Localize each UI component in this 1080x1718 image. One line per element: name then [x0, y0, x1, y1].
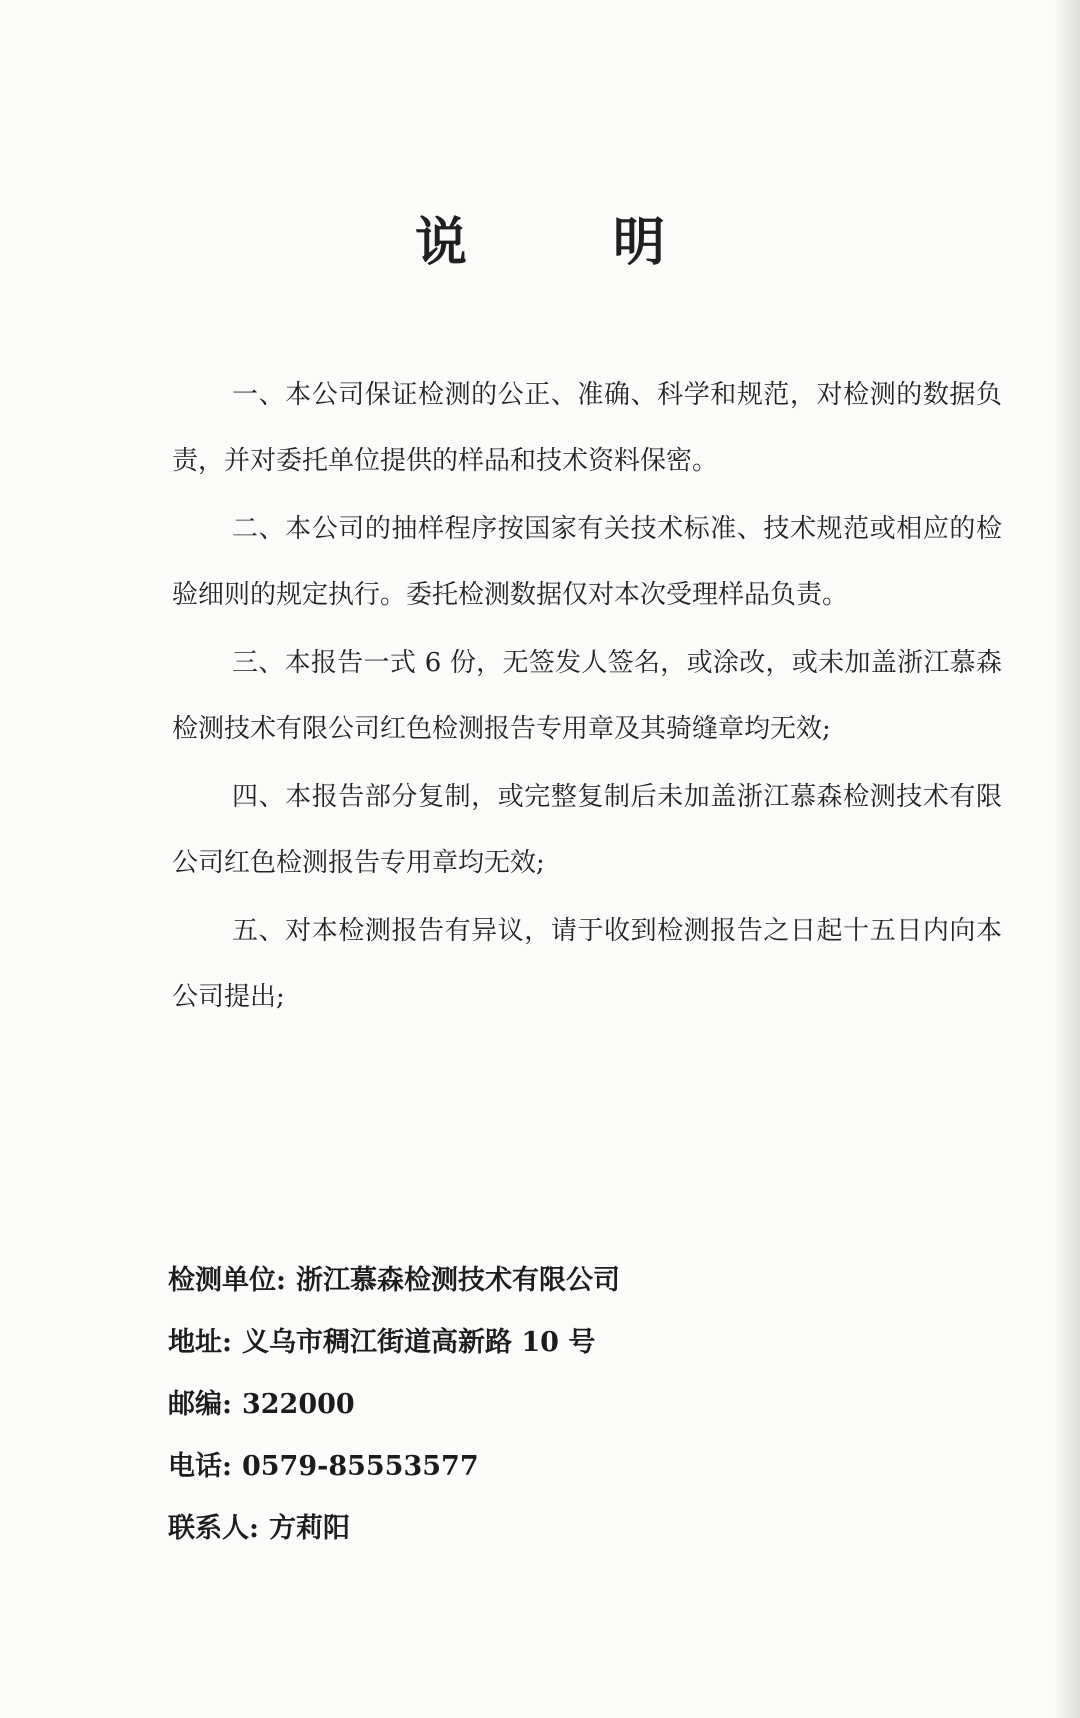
statement-paragraph-2: 二、本公司的抽样程序按国家有关技术标准、技术规范或相应的检验细则的规定执行。委托检测数据仅对本次受理样品负责。: [172, 514, 1002, 610]
contact-address-label: 地址:: [168, 1327, 232, 1358]
contact-postcode: [168, 1374, 948, 1436]
contact-phone: [168, 1436, 948, 1498]
contact-postcode-value: 322000: [241, 1389, 355, 1420]
statement-paragraph-1: 一、本公司保证检测的公正、准确、科学和规范，对检测的数据负责，并对委托单位提供的样品和技术资料保密。: [172, 380, 1002, 476]
statement-list: [172, 362, 1002, 1032]
contact-postcode-label: 邮编:: [168, 1389, 232, 1420]
contact-block: [168, 1250, 948, 1560]
contact-person-value: 方莉阳: [268, 1513, 350, 1544]
contact-address-value: 义乌市稠江街道高新路 10 号: [241, 1327, 596, 1358]
contact-address: [168, 1312, 948, 1374]
contact-unit-value: 浙江慕森检测技术有限公司: [295, 1265, 620, 1296]
contact-phone-value: 0579-85553577: [241, 1451, 479, 1482]
contact-person: [168, 1498, 948, 1560]
contact-unit-label: 检测单位:: [168, 1265, 286, 1296]
contact-phone-label: 电话:: [168, 1451, 232, 1482]
statement-paragraph-3: 三、本报告一式 6 份，无签发人签名，或涂改，或未加盖浙江慕森检测技术有限公司红色检测报告专用章及其骑缝章均无效;: [172, 648, 1002, 744]
statement-paragraph-4: 四、本报告部分复制，或完整复制后未加盖浙江慕森检测技术有限公司红色检测报告专用章均无效;: [172, 782, 1002, 878]
document-title: 说 明: [414, 212, 730, 273]
contact-person-label: 联系人:: [168, 1513, 259, 1544]
contact-unit: [168, 1250, 948, 1312]
statement-paragraph-5: 五、对本检测报告有异议，请于收到检测报告之日起十五日内向本公司提出;: [172, 916, 1002, 1012]
